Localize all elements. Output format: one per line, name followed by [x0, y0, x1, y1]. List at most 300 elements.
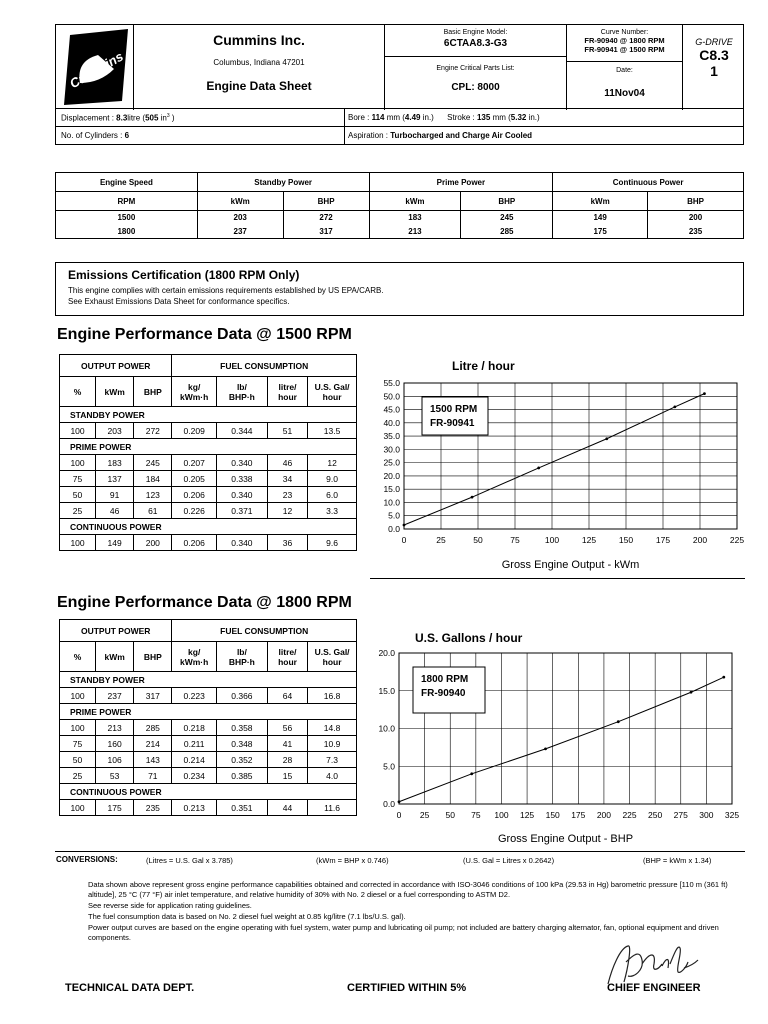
cell: 41: [267, 736, 307, 752]
rating-row: [56, 211, 744, 225]
x-tick-label: 150: [618, 535, 634, 545]
cell: 64: [267, 688, 307, 704]
y-tick-label: 20.0: [378, 648, 395, 658]
perf-group-row: [60, 704, 357, 720]
h-kg-1: kg/: [188, 646, 201, 657]
y-tick-label: 5.0: [383, 761, 395, 772]
cell: 143: [134, 752, 172, 768]
data-point: [470, 772, 473, 775]
group-label: PRIME POWER: [60, 439, 357, 455]
cell: 149: [553, 211, 648, 225]
h-gal-1: U.S. Gal/: [314, 381, 350, 392]
cell: 25: [60, 503, 96, 519]
legend-text: FR-90941: [430, 418, 475, 429]
stroke-label: Stroke :: [447, 113, 475, 122]
cell: 183: [96, 455, 134, 471]
cell: 175: [96, 800, 134, 816]
cell: 0.234: [172, 768, 217, 784]
note-4: Power output curves are based on the engine operating with fuel system, water pump and lubricating oil pump; not included are battery charging alternator, fan, optional equipment and driven components.: [88, 923, 719, 942]
header-box: [55, 24, 744, 109]
cell: 0.211: [172, 736, 217, 752]
cell: 285: [134, 720, 172, 736]
legend-text: 1800 RPM: [421, 674, 469, 685]
cell: 0.352: [216, 752, 267, 768]
chart-title: U.S. Gallons / hour: [415, 631, 523, 645]
chart-1800: [365, 627, 745, 847]
perf1800-title: Engine Performance Data @ 1800 RPM: [57, 594, 352, 611]
cell: 237: [197, 225, 283, 239]
perf-data-row: [60, 535, 357, 551]
rating-row: [56, 225, 744, 239]
cell: 272: [134, 423, 172, 439]
cell: 0.226: [172, 503, 217, 519]
signature: [598, 938, 708, 990]
perf-data-row: [60, 800, 357, 816]
h-litre: [267, 377, 307, 407]
date-label: Date:: [616, 67, 633, 74]
cell: 0.206: [172, 535, 217, 551]
cell: 183: [369, 211, 461, 225]
cell: 0.214: [172, 752, 217, 768]
cell: 53: [96, 768, 134, 784]
footer-left: TECHNICAL DATA DEPT.: [65, 982, 195, 994]
cell: 0.209: [172, 423, 217, 439]
perf-data-row: [60, 487, 357, 503]
stroke-in: 5.32: [510, 113, 527, 122]
data-point: [403, 524, 406, 527]
cell: 160: [96, 736, 134, 752]
cyl-value: 6: [124, 131, 130, 140]
footer-center: CERTIFIED WITHIN 5%: [347, 982, 467, 994]
data-point: [617, 720, 620, 723]
cell: 200: [648, 211, 744, 225]
cell: 245: [461, 211, 553, 225]
conversion-4: (BHP = kWm x 1.34): [643, 856, 712, 865]
perf-group-row: [60, 784, 357, 800]
x-tick-label: 25: [436, 535, 446, 545]
rating-h-kwm: kWm: [197, 192, 283, 211]
perf-data-row: [60, 423, 357, 439]
h-kg-2: kWm·h: [180, 656, 209, 667]
cell: 13.5: [308, 423, 357, 439]
cell: 245: [134, 455, 172, 471]
cylinders: [61, 131, 129, 140]
aspiration-label: Aspiration :: [348, 131, 389, 140]
x-tick-label: 75: [471, 810, 481, 820]
gdrive-cell: [683, 25, 745, 110]
rating-h-kwm: kWm: [369, 192, 461, 211]
cell: 6.0: [308, 487, 357, 503]
cell: 0.206: [172, 487, 217, 503]
cell: 10.9: [308, 736, 357, 752]
cell: 71: [134, 768, 172, 784]
cell: 61: [134, 503, 172, 519]
cyl-label: No. of Cylinders :: [61, 131, 123, 140]
conversion-1: (Litres = U.S. Gal x 3.785): [146, 856, 233, 865]
date-cell: [567, 62, 683, 110]
data-point: [722, 676, 725, 679]
group-label: CONTINUOUS POWER: [60, 784, 357, 800]
legend-box: [422, 397, 488, 435]
x-tick-label: 125: [519, 810, 535, 820]
chart-svg: [365, 627, 745, 847]
cell: 237: [96, 688, 134, 704]
conversions-divider: [55, 851, 745, 852]
cell: 0.358: [216, 720, 267, 736]
rating-h-bhp: BHP: [648, 192, 744, 211]
cell: 25: [60, 768, 96, 784]
x-tick-label: 225: [729, 535, 745, 545]
cell: 11.6: [308, 800, 357, 816]
y-tick-label: 30.0: [383, 444, 400, 455]
h-kg: [172, 377, 217, 407]
h-lb-1: lb/: [236, 381, 247, 392]
h-litre-1: litre/: [278, 646, 297, 657]
x-tick-label: 250: [648, 810, 663, 820]
x-tick-label: 275: [673, 810, 688, 820]
gdrive-label: G-DRIVE: [695, 37, 733, 47]
y-tick-label: 15.0: [378, 685, 395, 696]
h-gal-1: U.S. Gal/: [314, 646, 350, 657]
cell: 0.371: [216, 503, 267, 519]
cell: 0.218: [172, 720, 217, 736]
cell: 149: [96, 535, 134, 551]
basic-model-label: Basic Engine Model:: [443, 29, 508, 36]
h-fuel: FUEL CONSUMPTION: [172, 355, 357, 377]
x-tick-label: 150: [545, 810, 560, 820]
data-point: [690, 691, 693, 694]
conversion-2: (kWm = BHP x 0.746): [316, 856, 389, 865]
x-tick-label: 100: [494, 810, 509, 820]
logo-cell: [56, 25, 134, 110]
legend-text: FR-90940: [421, 688, 466, 699]
h-fuel: FUEL CONSUMPTION: [172, 620, 357, 642]
perf-group-row: [60, 407, 357, 423]
h-bhp: BHP: [134, 642, 172, 672]
cell: 100: [60, 688, 96, 704]
cell: 203: [96, 423, 134, 439]
cell: 1800: [56, 225, 198, 239]
h-gal-2: hour: [322, 656, 342, 667]
h-litre-2: hour: [278, 656, 297, 667]
cell: 175: [553, 225, 648, 239]
rating-h-speed: Engine Speed: [56, 173, 198, 192]
perf-data-row: [60, 455, 357, 471]
curve-2: FR-90941 @ 1500 RPM: [584, 45, 665, 54]
cell: 91: [96, 487, 134, 503]
x-tick-label: 0: [396, 810, 402, 820]
h-kg-2: kWm·h: [180, 391, 209, 402]
bore-in: 4.49: [404, 113, 421, 122]
cell: 75: [60, 471, 96, 487]
displacement-litre: 8.3: [116, 113, 128, 123]
cell: 317: [134, 688, 172, 704]
footer-right: CHIEF ENGINEER: [607, 982, 701, 994]
data-point: [673, 405, 676, 408]
cell: 50: [60, 752, 96, 768]
x-tick-label: 50: [473, 535, 483, 545]
perf-data-row: [60, 736, 357, 752]
cell: 16.8: [308, 688, 357, 704]
cell: 75: [60, 736, 96, 752]
y-tick-label: 45.0: [383, 404, 400, 415]
y-tick-label: 50.0: [383, 391, 400, 402]
cpl-value: CPL: 8000: [451, 82, 500, 93]
cell: 213: [96, 720, 134, 736]
company-name: Cummins Inc.: [213, 32, 305, 48]
rating-h-rpm: RPM: [56, 192, 198, 211]
perf-subheader-row: [60, 642, 357, 672]
cell: 285: [461, 225, 553, 239]
cell: 0.223: [172, 688, 217, 704]
y-tick-label: 5.0: [388, 510, 400, 521]
perf1500-table: [59, 354, 357, 551]
cell: 203: [197, 211, 283, 225]
basic-model-cell: [385, 25, 567, 57]
cell: 123: [134, 487, 172, 503]
perf-header-row: [60, 355, 357, 377]
cummins-logo: [56, 25, 134, 110]
y-tick-label: 0.0: [383, 799, 395, 809]
conversions-label: CONVERSIONS:: [56, 855, 118, 864]
x-tick-label: 175: [571, 810, 586, 820]
perf-group-row: [60, 672, 357, 688]
bore-label: Bore :: [348, 113, 370, 122]
group-label: PRIME POWER: [60, 704, 357, 720]
h-output: OUTPUT POWER: [60, 355, 172, 377]
cell: 0.340: [216, 455, 267, 471]
x-tick-label: 225: [622, 810, 637, 820]
cell: 56: [267, 720, 307, 736]
x-tick-label: 25: [419, 810, 430, 820]
cell: 214: [134, 736, 172, 752]
h-gal-2: hour: [322, 391, 342, 402]
x-tick-label: 50: [445, 810, 455, 820]
engine-code: C8.3: [699, 47, 729, 63]
perf-data-row: [60, 688, 357, 704]
cell: 317: [283, 225, 369, 239]
cell: 50: [60, 487, 96, 503]
cell: 28: [267, 752, 307, 768]
group-label: STANDBY POWER: [60, 407, 357, 423]
x-tick-label: 325: [724, 810, 740, 820]
data-point: [605, 437, 608, 440]
data-point: [471, 496, 474, 499]
h-litre-2: hour: [278, 391, 297, 402]
rating-table: [55, 172, 744, 239]
rating-h-kwm: kWm: [553, 192, 648, 211]
h-lb-1: lb/: [236, 646, 247, 657]
cell: 100: [60, 800, 96, 816]
y-tick-label: 0.0: [388, 524, 400, 534]
date-value: 11Nov04: [604, 88, 645, 99]
y-tick-label: 10.0: [378, 723, 395, 734]
x-tick-label: 75: [510, 535, 520, 545]
h-lb-2: BHP·h: [228, 656, 255, 667]
h-kg: [172, 642, 217, 672]
x-tick-label: 100: [544, 535, 560, 545]
h-kg-1: kg/: [188, 381, 201, 392]
perf-subheader-row: [60, 377, 357, 407]
bore-stroke: Bore : 114 mm (4.49 in.) Stroke : 135 mm (5.32 in.): [344, 109, 744, 126]
note-1: Data shown above represent gross engine performance capabilities obtained and corrected in accordance with ISO-3046 conditions of 100 kPa (29.53 in Hg) barometric pressure [110 m (361 ft) altitude], 25 °C (77 °F) air inlet temperature, and relative humidity of 30% with No. 2 diesel or a fuel corresponding to ASTM D2.: [88, 880, 728, 899]
h-pct: %: [60, 377, 96, 407]
cell: 1500: [56, 211, 198, 225]
notes: [88, 880, 728, 944]
chart-1500: [365, 355, 745, 575]
cell: 9.6: [308, 535, 357, 551]
cell: 36: [267, 535, 307, 551]
y-tick-label: 15.0: [383, 484, 400, 495]
aspiration: [344, 127, 744, 144]
perf-group-row: [60, 439, 357, 455]
company-cell: [134, 25, 385, 110]
perf1500-title: Engine Performance Data @ 1500 RPM: [57, 326, 352, 343]
perf-data-row: [60, 471, 357, 487]
logo-wordmark: Cummins: [67, 48, 126, 92]
chart-svg: [365, 355, 745, 575]
group-label: CONTINUOUS POWER: [60, 519, 357, 535]
rating-h-prime: Prime Power: [369, 173, 553, 192]
perf-header-row: [60, 620, 357, 642]
x-tick-label: 300: [699, 810, 714, 820]
cell: 235: [134, 800, 172, 816]
emissions-line1: This engine complies with certain emissions requirements established by US EPA/CARB.: [68, 286, 384, 295]
cell: 46: [96, 503, 134, 519]
h-litre-1: litre/: [278, 381, 297, 392]
cell: 15: [267, 768, 307, 784]
x-tick-label: 200: [692, 535, 708, 545]
displacement-label: Displacement :: [61, 113, 114, 123]
cell: 12: [267, 503, 307, 519]
rating-h-cont: Continuous Power: [553, 173, 744, 192]
cell: 200: [134, 535, 172, 551]
cell: 0.205: [172, 471, 217, 487]
engine-code-line2: 1: [710, 63, 718, 79]
curve-label: Curve Number:: [600, 29, 649, 36]
cpl-label: Engine Critical Parts List:: [436, 65, 515, 72]
x-tick-label: 125: [581, 535, 597, 545]
perf-data-row: [60, 768, 357, 784]
conversion-3: (U.S. Gal = Litres x 0.2642): [463, 856, 555, 865]
doc-title: Engine Data Sheet: [206, 79, 312, 93]
cell: 0.340: [216, 535, 267, 551]
rating-h-standby: Standby Power: [197, 173, 369, 192]
chart-title: Litre / hour: [452, 359, 515, 373]
info-row-cylinders: [55, 127, 744, 145]
note-2: See reverse side for application rating guidelines.: [88, 901, 252, 910]
y-tick-label: 35.0: [383, 431, 400, 442]
data-point: [703, 392, 706, 395]
section-divider: [370, 578, 745, 579]
cpl-cell: [385, 57, 567, 110]
rating-h-bhp: BHP: [283, 192, 369, 211]
cell: 235: [648, 225, 744, 239]
data-point: [537, 467, 540, 470]
h-lb: [216, 642, 267, 672]
h-lb-2: BHP·h: [228, 391, 255, 402]
perf-data-row: [60, 720, 357, 736]
h-kwm: kWm: [96, 642, 134, 672]
cell: 7.3: [308, 752, 357, 768]
cell: 0.340: [216, 487, 267, 503]
basic-model: 6CTAA8.3-G3: [443, 38, 508, 49]
cell: 4.0: [308, 768, 357, 784]
stroke-mm: 135: [476, 113, 491, 122]
perf-data-row: [60, 752, 357, 768]
y-tick-label: 25.0: [383, 457, 400, 468]
rating-header-row: [56, 173, 744, 192]
bore-mm: 114: [371, 113, 385, 122]
cell: 34: [267, 471, 307, 487]
cell: 0.385: [216, 768, 267, 784]
rating-h-bhp: BHP: [461, 192, 553, 211]
cell: 44: [267, 800, 307, 816]
rating-subheader-row: [56, 192, 744, 211]
displacement-in: 505: [145, 113, 159, 123]
cell: 0.351: [216, 800, 267, 816]
curve-1: FR-90940 @ 1800 RPM: [584, 36, 665, 45]
y-tick-label: 10.0: [383, 497, 400, 508]
y-tick-label: 55.0: [383, 378, 400, 388]
cell: 0.348: [216, 736, 267, 752]
cell: 23: [267, 487, 307, 503]
h-gal: [308, 642, 357, 672]
cell: 0.366: [216, 688, 267, 704]
h-kwm: kWm: [96, 377, 134, 407]
cell: 213: [369, 225, 461, 239]
data-point: [398, 800, 401, 803]
y-tick-label: 20.0: [383, 470, 400, 481]
x-axis-label: Gross Engine Output - BHP: [497, 833, 634, 845]
x-tick-label: 200: [596, 810, 612, 820]
legend-text: 1500 RPM: [430, 404, 478, 415]
cell: 137: [96, 471, 134, 487]
cell: 0.344: [216, 423, 267, 439]
cell: 106: [96, 752, 134, 768]
h-pct: %: [60, 642, 96, 672]
x-tick-label: 0: [401, 535, 407, 545]
perf-group-row: [60, 519, 357, 535]
aspiration-value: Turbocharged and Charge Air Cooled: [390, 131, 533, 140]
cell: 0.207: [172, 455, 217, 471]
cell: 0.338: [216, 471, 267, 487]
info-row-displacement: [55, 109, 744, 127]
cell: 46: [267, 455, 307, 471]
cell: 100: [60, 535, 96, 551]
cell: 184: [134, 471, 172, 487]
cell: 100: [60, 423, 96, 439]
x-tick-label: 175: [655, 535, 671, 545]
y-tick-label: 40.0: [383, 417, 400, 428]
emissions-title: Emissions Certification (1800 RPM Only): [68, 268, 300, 282]
cell: 0.213: [172, 800, 217, 816]
cell: 12: [308, 455, 357, 471]
note-3: The fuel consumption data is based on No. 2 diesel fuel weight at 0.85 kg/litre (7.1 lbs/U.S. gal).: [88, 912, 406, 921]
cell: 51: [267, 423, 307, 439]
h-lb: [216, 377, 267, 407]
cell: 272: [283, 211, 369, 225]
cell: 3.3: [308, 503, 357, 519]
h-output: OUTPUT POWER: [60, 620, 172, 642]
data-point: [544, 747, 547, 750]
cell: 100: [60, 720, 96, 736]
emissions-line2: See Exhaust Emissions Data Sheet for conformance specifics.: [68, 297, 290, 306]
group-label: STANDBY POWER: [60, 672, 357, 688]
h-bhp: BHP: [134, 377, 172, 407]
h-litre: [267, 642, 307, 672]
h-gal: [308, 377, 357, 407]
